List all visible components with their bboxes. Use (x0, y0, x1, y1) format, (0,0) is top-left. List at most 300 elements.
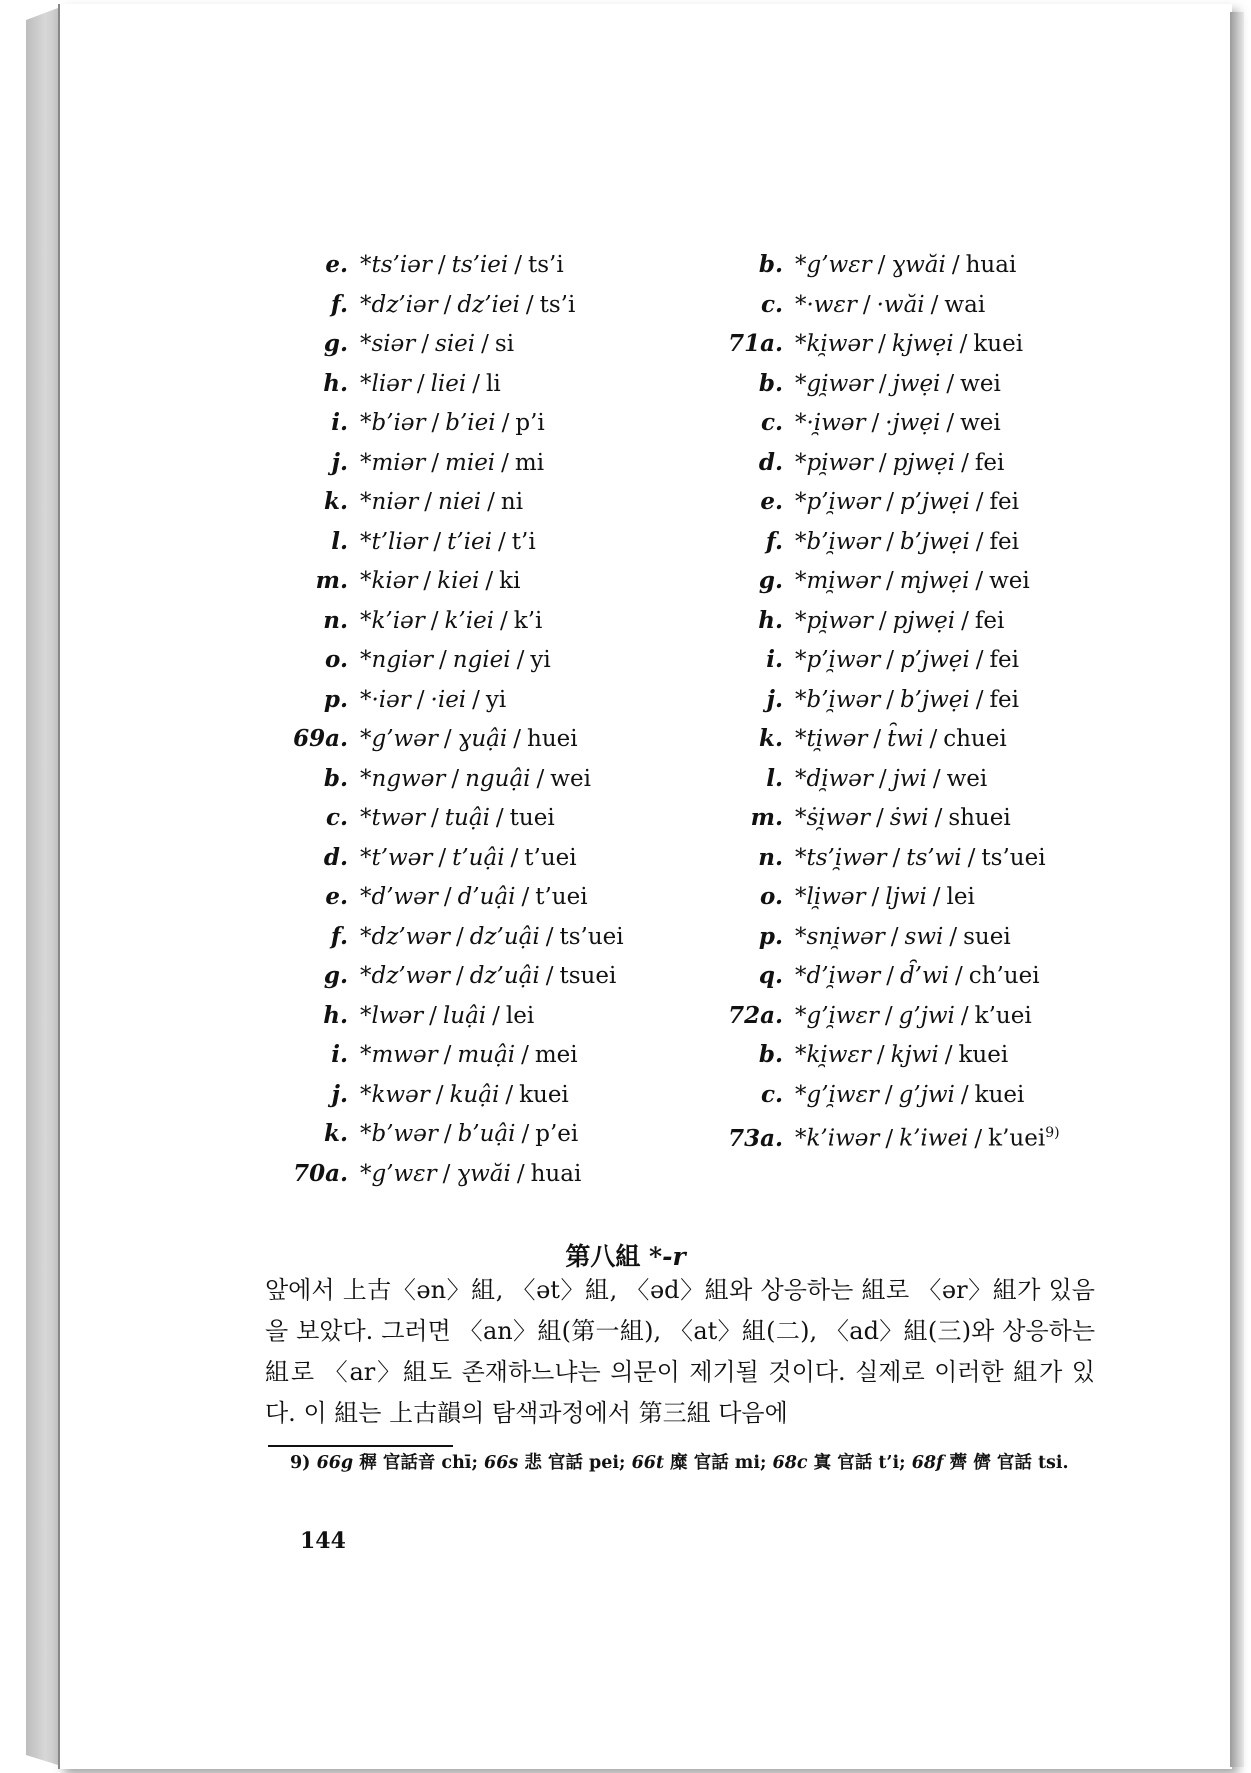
entry-label: b. (758, 369, 783, 397)
entry-label: d. (323, 843, 348, 871)
old-chinese-form: *niər (360, 489, 419, 515)
entry-row (270, 245, 700, 285)
entry-row (705, 403, 1125, 443)
entry-label: g. (323, 330, 348, 357)
middle-chinese-form: kjwi (890, 1042, 939, 1068)
entry-row (705, 798, 1125, 838)
middle-chinese-form: pjwẹi (892, 449, 956, 476)
mandarin-form: li (486, 370, 501, 397)
slash-separator: / (536, 765, 545, 792)
old-chinese-form: *gi̯wər (795, 370, 873, 397)
old-chinese-form: *kiər (360, 568, 418, 594)
entry-label: 72a. (728, 1001, 783, 1029)
mandarin-form: mi (514, 449, 545, 476)
footnote-text: 寘 官話 t’i; (807, 1453, 912, 1473)
mandarin-form: kuei (973, 331, 1024, 357)
entry-label: p. (323, 685, 348, 713)
mandarin-form: huei (527, 726, 578, 752)
slash-separator: / (424, 489, 433, 515)
entry-row (705, 996, 1125, 1036)
middle-chinese-form: ·wăi (876, 291, 925, 318)
entry-row (705, 1114, 1125, 1154)
entry-label: q. (758, 962, 783, 989)
entry-row (270, 719, 700, 759)
slash-separator: / (975, 489, 984, 515)
slash-separator: / (435, 1081, 444, 1108)
old-chinese-form: *di̯wər (795, 765, 873, 792)
page-edge (1230, 12, 1244, 1767)
old-chinese-form: *d’i̯wər (795, 963, 881, 989)
mandarin-form: k’uei (974, 1002, 1032, 1029)
old-chinese-form: *ki̯wɛr (795, 1042, 871, 1068)
slash-separator: / (433, 528, 442, 555)
entry-row (705, 877, 1125, 917)
middle-chinese-form: d̑’wi (899, 963, 950, 989)
slash-separator: / (884, 1081, 893, 1108)
middle-chinese-form: g’jwi (898, 1002, 955, 1029)
entry-row (270, 680, 700, 720)
old-chinese-form: *dz’iər (360, 291, 438, 318)
slash-separator: / (959, 331, 968, 357)
mandarin-form: tsuei (559, 963, 617, 989)
slash-separator: / (974, 1125, 983, 1152)
slash-separator: / (932, 884, 941, 910)
slash-separator: / (890, 923, 899, 950)
mandarin-form: mei (534, 1042, 578, 1068)
slash-separator: / (501, 410, 510, 436)
slash-separator: / (521, 884, 530, 910)
old-chinese-form: *g’wɛr (795, 252, 872, 278)
entry-label: g. (323, 962, 348, 989)
mandarin-form: k’i (513, 607, 543, 634)
old-chinese-form: *k’iwər (795, 1125, 880, 1152)
entry-row (705, 482, 1125, 522)
entry-label: n. (323, 606, 348, 634)
old-chinese-form: *liər (360, 370, 411, 397)
mandarin-form: wei (989, 568, 1030, 594)
entry-label: f. (330, 290, 348, 318)
middle-chinese-form: ɣwăi (891, 252, 946, 278)
entry-label: l. (331, 527, 348, 555)
middle-chinese-form: g’jwi (898, 1081, 955, 1108)
old-chinese-form: *d’wər (360, 884, 438, 910)
slash-separator: / (961, 607, 969, 634)
entry-row (705, 719, 1125, 759)
old-chinese-form: *g’i̯wɛr (795, 1002, 879, 1029)
mandarin-form: ni (500, 489, 524, 515)
slash-separator: / (416, 686, 425, 713)
entry-row (270, 1035, 700, 1075)
slash-separator: / (516, 1160, 525, 1187)
slash-separator: / (443, 291, 452, 318)
mandarin-form: tuei (509, 805, 555, 831)
entry-label: f. (765, 527, 783, 555)
old-chinese-form: *p’i̯wər (795, 489, 881, 515)
entry-label: h. (323, 1001, 348, 1029)
old-chinese-form: *li̯wər (795, 884, 866, 910)
entry-label: c. (325, 804, 348, 831)
middle-chinese-form: kjwẹi (891, 331, 954, 357)
entry-row (270, 285, 700, 325)
slash-separator: / (455, 923, 464, 950)
entry-label: k. (324, 1120, 348, 1147)
middle-chinese-form: k’iei (444, 607, 495, 634)
entry-row (705, 601, 1125, 641)
slash-separator: / (967, 844, 976, 871)
mandarin-form: huai (530, 1160, 582, 1187)
slash-separator: / (514, 252, 523, 278)
slash-separator: / (505, 1081, 514, 1108)
middle-chinese-form: niei (438, 489, 482, 515)
middle-chinese-form: t̑wi (887, 726, 924, 752)
middle-chinese-form: ·iei (430, 686, 467, 713)
entry-label: d. (758, 448, 783, 476)
old-chinese-form: *b’iər (360, 410, 426, 436)
slash-separator: / (877, 252, 886, 278)
slash-separator: / (481, 331, 489, 357)
old-chinese-form: *·wɛr (795, 291, 857, 318)
entry-row (705, 759, 1125, 799)
old-chinese-form: *pi̯wər (795, 607, 873, 634)
slash-separator: / (932, 765, 941, 792)
entry-label: i. (766, 646, 783, 673)
middle-chinese-form: liei (430, 370, 467, 397)
entry-row (270, 364, 700, 404)
mandarin-form: yi (530, 647, 551, 673)
old-chinese-form: *miər (360, 449, 426, 476)
mandarin-form: fei (989, 489, 1019, 515)
entry-row (705, 522, 1125, 562)
slash-separator: / (545, 923, 554, 950)
entry-label: b. (323, 764, 348, 792)
entry-row (705, 956, 1125, 996)
entry-label: h. (323, 369, 348, 397)
mandarin-form: lei (505, 1002, 535, 1029)
middle-chinese-form: ·jwẹi (885, 410, 941, 436)
slash-separator: / (929, 726, 938, 752)
slash-separator: / (946, 410, 955, 436)
slash-separator: / (885, 1125, 894, 1152)
mandarin-form: ts’uei (981, 844, 1046, 871)
slash-separator: / (975, 686, 984, 713)
slash-separator: / (961, 449, 969, 476)
mandarin-form: wai (944, 291, 986, 318)
entry-label: m. (750, 804, 783, 831)
entry-row (705, 640, 1125, 680)
middle-chinese-form: nguậi (465, 765, 531, 792)
slash-separator: / (975, 568, 984, 594)
old-chinese-form: *dz’wər (360, 923, 450, 950)
mandarin-form: si (494, 331, 515, 357)
slash-separator: / (442, 1160, 451, 1187)
slash-separator: / (513, 726, 521, 752)
middle-chinese-form: tuậi (444, 805, 490, 831)
middle-chinese-form: b’iei (445, 410, 496, 436)
slash-separator: / (934, 805, 943, 831)
entry-label: e. (325, 883, 348, 910)
mandarin-form: kuei (974, 1081, 1025, 1108)
entry-label: i. (331, 409, 348, 436)
slash-separator: / (510, 844, 519, 871)
middle-chinese-form: pjwẹi (892, 607, 956, 634)
mandarin-form: p’i (515, 410, 545, 436)
entry-row (270, 838, 700, 878)
entry-label: n. (758, 843, 783, 871)
slash-separator: / (429, 1002, 437, 1029)
entry-label: j. (766, 685, 783, 713)
slash-separator: / (455, 963, 464, 989)
entry-row (270, 798, 700, 838)
entry-label: o. (325, 646, 348, 673)
entry-row (270, 324, 700, 364)
entry-row (270, 917, 700, 957)
slash-separator: / (975, 528, 984, 555)
slash-separator: / (884, 1002, 893, 1029)
mandarin-form: ts’i (539, 291, 576, 318)
slash-separator: / (423, 568, 432, 594)
entry-row (270, 996, 700, 1036)
entry-row (705, 561, 1125, 601)
slash-separator: / (521, 1042, 529, 1068)
slash-separator: / (487, 489, 495, 515)
slash-separator: / (886, 528, 894, 555)
mandarin-form: fei (989, 528, 1019, 555)
slash-separator: / (495, 805, 504, 831)
slash-separator: / (472, 370, 481, 397)
old-chinese-form: *g’wɛr (360, 1160, 437, 1187)
middle-chinese-form: dz’iei (457, 291, 520, 318)
footnote-ref-number: 68c (772, 1453, 808, 1473)
entry-row (270, 1114, 700, 1154)
entry-label: k. (759, 725, 783, 752)
slash-separator: / (516, 647, 525, 673)
slash-separator: / (438, 844, 447, 871)
old-chinese-form: *siər (360, 331, 416, 357)
old-chinese-form: *t’wər (360, 844, 433, 871)
old-chinese-form: *b’i̯wər (795, 686, 881, 713)
mandarin-form: ch’uei (968, 963, 1040, 989)
slash-separator: / (975, 647, 984, 673)
slash-separator: / (416, 370, 425, 397)
middle-chinese-form: ljwi (885, 884, 927, 910)
old-chinese-form: *p’i̯wər (795, 647, 881, 673)
entry-label: o. (760, 883, 783, 910)
slash-separator: / (421, 331, 430, 357)
entry-row (270, 956, 700, 996)
middle-chinese-form: k’iwei (899, 1125, 969, 1152)
entry-row (270, 482, 700, 522)
mandarin-form: kuei (958, 1042, 1009, 1068)
mandarin-form: fei (974, 449, 1005, 476)
middle-chinese-form: b’jwẹi (899, 528, 970, 555)
entry-row (270, 759, 700, 799)
footnote-ref-number: 66s (484, 1453, 519, 1473)
slash-separator: / (501, 449, 509, 476)
old-chinese-form: *g’wər (360, 726, 438, 752)
mandarin-form: lei (946, 884, 975, 910)
entry-label: c. (760, 290, 783, 318)
old-chinese-form: *·iər (360, 686, 411, 713)
slash-separator: / (871, 410, 880, 436)
slash-separator: / (878, 765, 887, 792)
slash-separator: / (878, 607, 887, 634)
entry-label: p. (758, 922, 783, 950)
slash-separator: / (949, 923, 958, 950)
entry-row (270, 522, 700, 562)
slash-separator: / (876, 1042, 885, 1068)
section-heading-suffix: *-r (649, 1242, 686, 1271)
slash-separator: / (886, 963, 894, 989)
old-chinese-form: *mwər (360, 1042, 438, 1068)
mandarin-form: t’uei (524, 844, 577, 871)
entry-row (270, 601, 700, 641)
slash-separator: / (443, 726, 452, 752)
slash-separator: / (431, 449, 440, 476)
old-chinese-form: *kwər (360, 1081, 430, 1108)
old-chinese-form: *ki̯wər (795, 331, 873, 357)
slash-separator: / (878, 331, 886, 357)
footnote-text: 稺 官話音 chī; (353, 1453, 485, 1473)
entry-label: b. (758, 251, 783, 278)
entry-row (270, 877, 700, 917)
old-chinese-form: *ngiər (360, 647, 433, 673)
slash-separator: / (871, 884, 880, 910)
section-heading-title: 第八組 (565, 1242, 641, 1271)
middle-chinese-form: dz’uậi (469, 963, 540, 989)
entry-row (705, 1035, 1125, 1075)
old-chinese-form: *dz’wər (360, 963, 450, 989)
old-chinese-form: *sni̯wər (795, 923, 885, 950)
middle-chinese-form: b’uậi (457, 1121, 516, 1147)
entry-label: 71a. (728, 330, 783, 357)
entry-row (705, 324, 1125, 364)
mandarin-form: wei (960, 410, 1001, 436)
slash-separator: / (951, 252, 960, 278)
slash-separator: / (498, 528, 506, 555)
slash-separator: / (485, 568, 494, 594)
slash-separator: / (500, 607, 508, 634)
entry-row (705, 838, 1125, 878)
entry-label: k. (324, 488, 348, 515)
middle-chinese-form: kiei (437, 568, 480, 594)
entry-label: e. (325, 251, 348, 278)
old-chinese-form: *k’iər (360, 607, 425, 634)
mandarin-form: ki (499, 568, 521, 594)
slash-separator: / (472, 686, 480, 713)
old-chinese-form: *ts’i̯wər (795, 844, 887, 871)
old-chinese-form: *ti̯wər (795, 726, 868, 752)
slash-separator: / (521, 1121, 530, 1147)
entry-label: 70a. (293, 1159, 348, 1187)
middle-chinese-form: ngiei (452, 647, 511, 673)
middle-chinese-form: muậi (457, 1042, 516, 1068)
slash-separator: / (886, 686, 894, 713)
mandarin-form: huai (965, 252, 1017, 278)
slash-separator: / (875, 805, 884, 831)
entry-row (705, 680, 1125, 720)
entry-row (705, 1075, 1125, 1115)
mandarin-form: t’i (511, 528, 536, 555)
slash-separator: / (944, 1042, 953, 1068)
slash-separator: / (878, 449, 887, 476)
mandarin-form: wei (960, 370, 1001, 397)
slash-separator: / (451, 765, 460, 792)
footnote-mark: 9) (290, 1453, 311, 1473)
entry-label: c. (760, 409, 783, 436)
entry-label: j. (331, 1080, 348, 1108)
entry-row (270, 561, 700, 601)
slash-separator: / (960, 1002, 969, 1029)
slash-separator: / (439, 647, 447, 673)
page-number: 144 (300, 1528, 346, 1554)
middle-chinese-form: d’uậi (457, 884, 516, 910)
slash-separator: / (960, 1081, 969, 1108)
mandarin-form: t’uei (535, 884, 588, 910)
middle-chinese-form: miei (445, 449, 496, 476)
footnote-ref-number: 68f (911, 1453, 944, 1473)
entry-row (270, 1075, 700, 1115)
old-chinese-form: *ngwər (360, 765, 446, 792)
slash-separator: / (443, 1042, 452, 1068)
footnote-rule (268, 1445, 453, 1447)
entry-label: f. (330, 922, 348, 950)
old-chinese-form: *lwər (360, 1002, 424, 1029)
mandarin-form: fei (989, 647, 1019, 673)
mandarin-form: yi (485, 686, 507, 713)
slash-separator: / (443, 884, 452, 910)
footnote-ref-number: 66t (631, 1453, 665, 1473)
entry-label: j. (331, 448, 348, 476)
entry-row (705, 245, 1125, 285)
entry-label: 73a. (728, 1124, 783, 1152)
footnote-text: 糜 官話 mi; (664, 1453, 773, 1473)
slash-separator: / (431, 805, 439, 831)
body-paragraph: 앞에서 上古〈ən〉組, 〈ət〉組, 〈əd〉組와 상응하는 組로 〈ər〉組가 있음을 보았다. 그러면 〈an〉組(第一組), 〈at〉組(二), 〈ad〉組(三)와 상응하는 組로 〈ar〉組도 존재하느냐는 의문이 제기될 것이다. 실제로 이러한 組가 있다. 이 組는 上古韻의 탐색과정에서 第三組 다음에 (265, 1276, 1095, 1427)
middle-chinese-form: p’jwẹi (899, 647, 970, 673)
mandarin-form: fei (974, 607, 1005, 634)
entry-row (705, 443, 1125, 483)
middle-chinese-form: p’jwẹi (899, 489, 970, 515)
slash-separator: / (431, 410, 440, 436)
middle-chinese-form: jwẹi (892, 370, 941, 397)
slash-separator: / (885, 568, 894, 594)
mandarin-form: ts’i (528, 252, 564, 278)
mandarin-form: k’uei (988, 1125, 1046, 1152)
book-spine (26, 8, 58, 1765)
mandarin-form: ts’uei (559, 923, 624, 950)
middle-chinese-form: ɣuậi (457, 726, 508, 752)
entry-label: g. (758, 567, 783, 594)
slash-separator: / (873, 726, 882, 752)
slash-separator: / (886, 489, 894, 515)
old-chinese-form: *g’i̯wɛr (795, 1081, 879, 1108)
mandarin-form: suei (963, 923, 1011, 950)
slash-separator: / (886, 647, 894, 673)
entry-row (270, 1154, 700, 1194)
slash-separator: / (930, 291, 939, 318)
entry-label: i. (331, 1041, 348, 1068)
left-column (270, 245, 700, 1193)
entry-label: h. (758, 606, 783, 634)
slash-separator: / (443, 1121, 452, 1147)
old-chinese-form: *t’liər (360, 528, 428, 555)
footnote-text: 薺 儕 官話 tsi. (943, 1453, 1069, 1473)
slash-separator: / (878, 370, 887, 397)
slash-separator: / (892, 844, 901, 871)
old-chinese-form: *mi̯wər (795, 568, 880, 594)
entry-label: l. (766, 764, 783, 792)
middle-chinese-form: kuậi (449, 1081, 500, 1108)
